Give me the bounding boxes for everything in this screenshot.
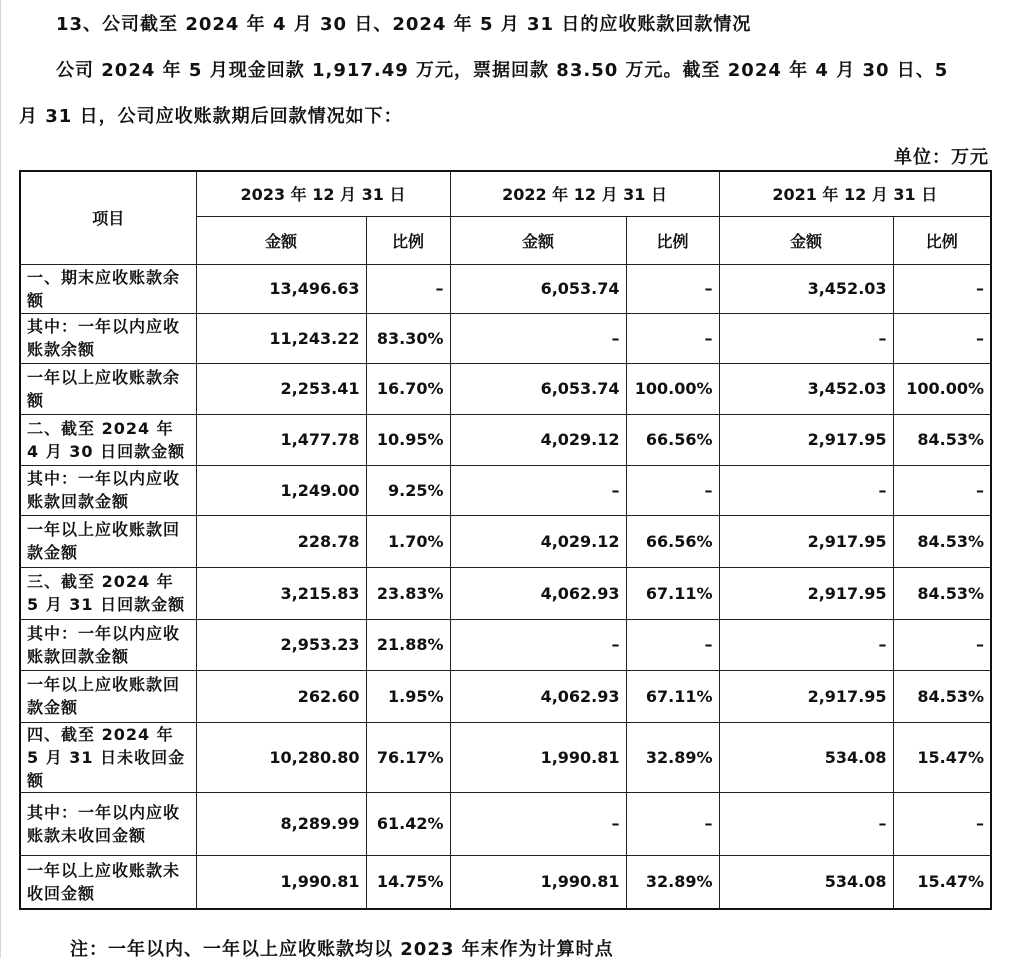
- table-row: [20, 722, 991, 792]
- amount-cell: 10,280.80: [196, 722, 366, 792]
- amount-cell: 13,496.63: [196, 264, 366, 313]
- amount-cell: –: [450, 465, 626, 515]
- sub-header: 比例: [366, 216, 450, 264]
- ratio-cell: 76.17%: [366, 722, 450, 792]
- amount-cell: 4,062.93: [450, 670, 626, 722]
- unit-label: 单位：万元: [894, 147, 989, 168]
- amount-cell: 4,029.12: [450, 515, 626, 567]
- amount-cell: –: [719, 313, 893, 363]
- amount-cell: 1,477.78: [196, 414, 366, 465]
- row-label: 四、截至 2024 年 5 月 31 日未收回金额: [20, 722, 196, 792]
- amount-cell: 11,243.22: [196, 313, 366, 363]
- row-label: 一年以上应收账款回款金额: [20, 515, 196, 567]
- section-heading: 13、公司截至 2024 年 4 月 30 日、2024 年 5 月 31 日的应收账款回款情况: [56, 14, 752, 35]
- table-row: [20, 465, 991, 515]
- ratio-cell: –: [626, 619, 719, 670]
- amount-cell: 8,289.99: [196, 792, 366, 855]
- ratio-cell: 23.83%: [366, 567, 450, 619]
- row-label: 一年以上应收账款余额: [20, 363, 196, 414]
- table-row: [20, 264, 991, 313]
- amount-cell: 3,452.03: [719, 264, 893, 313]
- amount-cell: 534.08: [719, 855, 893, 909]
- ratio-cell: –: [626, 313, 719, 363]
- amount-cell: 228.78: [196, 515, 366, 567]
- footnote: 注：一年以内、一年以上应收账款均以 2023 年末作为计算时点: [70, 939, 614, 960]
- ratio-cell: 1.95%: [366, 670, 450, 722]
- ratio-cell: –: [366, 264, 450, 313]
- table-row: [20, 567, 991, 619]
- table-row: [20, 363, 991, 414]
- ratio-cell: 16.70%: [366, 363, 450, 414]
- row-label: 三、截至 2024 年 5 月 31 日回款金额: [20, 567, 196, 619]
- ratio-cell: 84.53%: [893, 414, 991, 465]
- amount-cell: 1,990.81: [450, 722, 626, 792]
- amount-cell: 262.60: [196, 670, 366, 722]
- period-header: 2022 年 12 月 31 日: [450, 171, 719, 216]
- page-edge: [0, 0, 1, 958]
- amount-cell: –: [450, 619, 626, 670]
- amount-cell: 2,917.95: [719, 670, 893, 722]
- ratio-cell: 66.56%: [626, 414, 719, 465]
- table-row: [20, 792, 991, 855]
- amount-cell: 6,053.74: [450, 264, 626, 313]
- row-label: 一年以上应收账款回款金额: [20, 670, 196, 722]
- period-header: 2023 年 12 月 31 日: [196, 171, 450, 216]
- row-label: 一、期末应收账款余额: [20, 264, 196, 313]
- amount-cell: 2,917.95: [719, 414, 893, 465]
- ratio-cell: 32.89%: [626, 855, 719, 909]
- amount-cell: 2,917.95: [719, 567, 893, 619]
- ratio-cell: –: [626, 792, 719, 855]
- amount-cell: 2,917.95: [719, 515, 893, 567]
- row-label: 其中：一年以内应收账款余额: [20, 313, 196, 363]
- table-row: [20, 855, 991, 909]
- ratio-cell: 32.89%: [626, 722, 719, 792]
- amount-cell: –: [719, 619, 893, 670]
- amount-cell: 1,990.81: [450, 855, 626, 909]
- ratio-cell: 21.88%: [366, 619, 450, 670]
- amount-cell: 1,990.81: [196, 855, 366, 909]
- ratio-cell: 84.53%: [893, 567, 991, 619]
- table-row: [20, 515, 991, 567]
- amount-cell: –: [450, 313, 626, 363]
- ratio-cell: –: [626, 465, 719, 515]
- ratio-cell: –: [893, 619, 991, 670]
- period-header: 2021 年 12 月 31 日: [719, 171, 991, 216]
- table-row: [20, 313, 991, 363]
- ratio-cell: –: [893, 465, 991, 515]
- sub-header: 金额: [719, 216, 893, 264]
- ratio-cell: 1.70%: [366, 515, 450, 567]
- ratio-cell: 67.11%: [626, 567, 719, 619]
- ratio-cell: 61.42%: [366, 792, 450, 855]
- ratio-cell: –: [893, 264, 991, 313]
- paragraph-line-2: 月 31 日，公司应收账款期后回款情况如下：: [19, 106, 403, 127]
- sub-header: 金额: [450, 216, 626, 264]
- table-row: [20, 619, 991, 670]
- ratio-cell: 10.95%: [366, 414, 450, 465]
- item-header: 项目: [20, 171, 196, 264]
- ratio-cell: 84.53%: [893, 515, 991, 567]
- sub-header: 比例: [893, 216, 991, 264]
- table-row: [20, 670, 991, 722]
- ratio-cell: 100.00%: [626, 363, 719, 414]
- ratio-cell: –: [626, 264, 719, 313]
- row-label: 二、截至 2024 年 4 月 30 日回款金额: [20, 414, 196, 465]
- row-label: 其中：一年以内应收账款回款金额: [20, 619, 196, 670]
- ratio-cell: 100.00%: [893, 363, 991, 414]
- amount-cell: 4,062.93: [450, 567, 626, 619]
- sub-header: 金额: [196, 216, 366, 264]
- ratio-cell: 15.47%: [893, 722, 991, 792]
- amount-cell: 6,053.74: [450, 363, 626, 414]
- amount-cell: –: [719, 792, 893, 855]
- ratio-cell: 84.53%: [893, 670, 991, 722]
- row-label: 其中：一年以内应收账款回款金额: [20, 465, 196, 515]
- ratio-cell: 83.30%: [366, 313, 450, 363]
- ratio-cell: 14.75%: [366, 855, 450, 909]
- amount-cell: 534.08: [719, 722, 893, 792]
- table-row: [20, 414, 991, 465]
- sub-header: 比例: [626, 216, 719, 264]
- amount-cell: 2,253.41: [196, 363, 366, 414]
- row-label: 一年以上应收账款未收回金额: [20, 855, 196, 909]
- ratio-cell: 67.11%: [626, 670, 719, 722]
- amount-cell: 2,953.23: [196, 619, 366, 670]
- amount-cell: 3,215.83: [196, 567, 366, 619]
- amount-cell: –: [450, 792, 626, 855]
- amount-cell: 1,249.00: [196, 465, 366, 515]
- amount-cell: 4,029.12: [450, 414, 626, 465]
- amount-cell: 3,452.03: [719, 363, 893, 414]
- paragraph-line-1: 公司 2024 年 5 月现金回款 1,917.49 万元，票据回款 83.50 万元。截至 2024 年 4 月 30 日、5: [56, 60, 949, 81]
- ratio-cell: –: [893, 792, 991, 855]
- ratio-cell: –: [893, 313, 991, 363]
- ratio-cell: 66.56%: [626, 515, 719, 567]
- amount-cell: –: [719, 465, 893, 515]
- ratio-cell: 15.47%: [893, 855, 991, 909]
- ratio-cell: 9.25%: [366, 465, 450, 515]
- receivables-table: [19, 170, 992, 910]
- row-label: 其中：一年以内应收账款未收回金额: [20, 792, 196, 855]
